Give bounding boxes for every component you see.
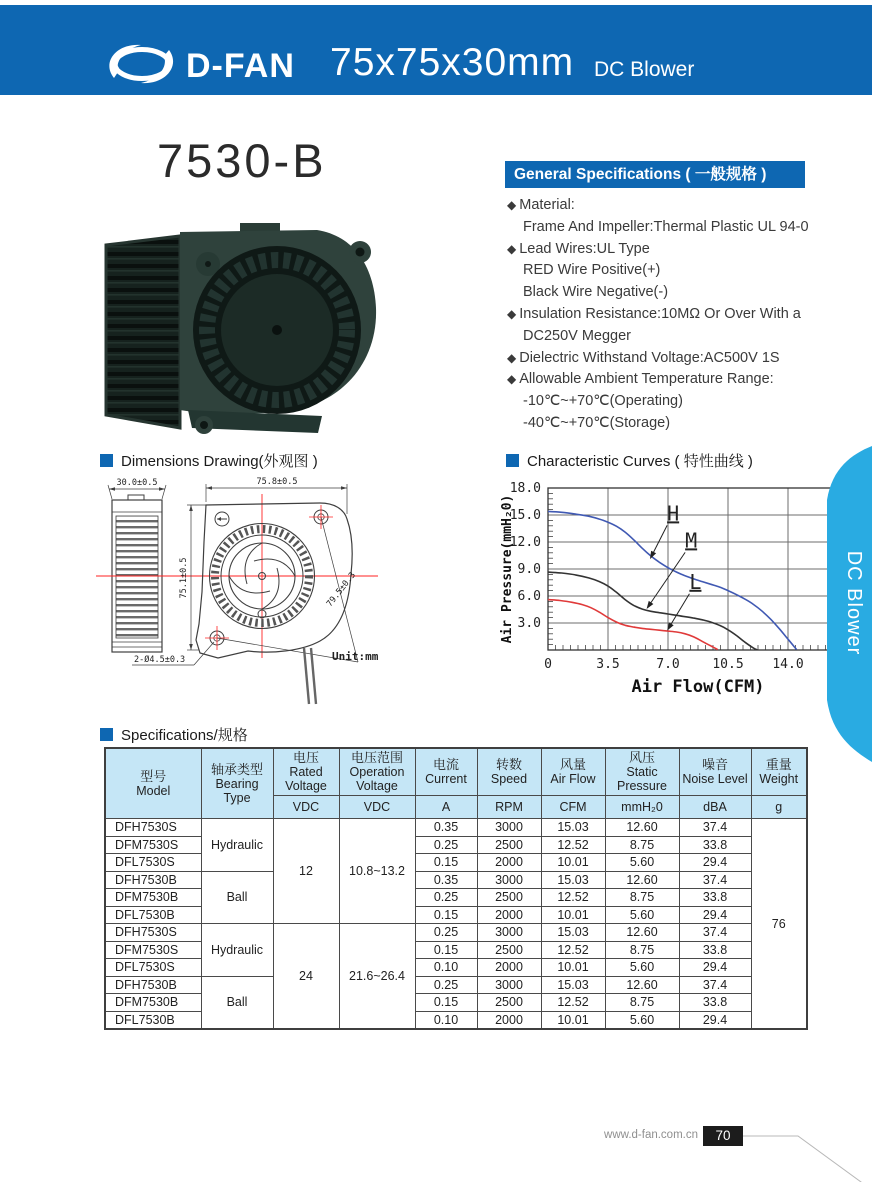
cell-model: DFM7530S xyxy=(105,941,201,959)
cell-bearing: Hydraulic xyxy=(201,924,273,977)
cell-air-flow: 15.03 xyxy=(541,924,605,942)
cell-noise: 29.4 xyxy=(679,906,751,924)
spec-item xyxy=(507,326,847,348)
cell-speed: 3000 xyxy=(477,819,541,837)
cell-noise: 29.4 xyxy=(679,1011,751,1029)
y-axis-title: Air Pressure(mmH₂0) xyxy=(500,494,515,644)
specifications-table xyxy=(104,747,808,1030)
dim-depth-label: 30.0±0.5 xyxy=(116,478,158,488)
cell-speed: 2500 xyxy=(477,889,541,907)
x-tick-label: 0 xyxy=(544,657,552,672)
curve-label-M: M xyxy=(685,528,698,553)
cell-static-pressure: 8.75 xyxy=(605,836,679,854)
page-title: 7530-B xyxy=(157,134,327,187)
cell-static-pressure: 5.60 xyxy=(605,959,679,977)
blue-square-icon xyxy=(100,728,113,741)
cell-static-pressure: 12.60 xyxy=(605,871,679,889)
curve-label-H: H xyxy=(667,501,680,526)
cell-rated-voltage: 12 xyxy=(273,819,339,924)
dimensions-section-title: Dimensions Drawing(外观图 ) xyxy=(100,450,318,471)
spec-item-text: RED Wire Positive(+) xyxy=(523,262,661,279)
unit-speed: RPM xyxy=(477,796,541,819)
spec-item-text: Insulation Resistance:10MΩ Or Over With a xyxy=(519,305,801,322)
cell-current: 0.10 xyxy=(415,959,477,977)
y-tick-label: 15.0 xyxy=(509,508,541,523)
spec-item-text: Dielectric Withstand Voltage:AC500V 1S xyxy=(519,349,780,366)
spec-item xyxy=(507,413,847,435)
unit-weight: g xyxy=(751,796,807,819)
cell-static-pressure: 5.60 xyxy=(605,1011,679,1029)
page-number: 70 xyxy=(703,1126,743,1146)
cell-model: DFM7530S xyxy=(105,836,201,854)
cell-static-pressure: 12.60 xyxy=(605,819,679,837)
spec-item xyxy=(507,282,847,304)
specifications-section-title: Specifications/规格 xyxy=(100,724,248,745)
cell-air-flow: 12.52 xyxy=(541,994,605,1012)
dimensions-drawing xyxy=(96,472,492,707)
x-tick-label: 7.0 xyxy=(656,657,680,672)
curves-section-title: Characteristic Curves ( 特性曲线 ) xyxy=(506,450,753,471)
x-tick-label: 3.5 xyxy=(596,657,620,672)
col-header-noise: 噪音 Noise Level xyxy=(679,748,751,796)
y-tick-label: 3.0 xyxy=(517,616,541,631)
brand-name: D-FAN xyxy=(186,47,295,85)
cell-speed: 2000 xyxy=(477,906,541,924)
blue-square-icon xyxy=(506,454,519,467)
cell-bearing: Ball xyxy=(201,976,273,1029)
cell-static-pressure: 8.75 xyxy=(605,941,679,959)
cell-model: DFL7530S xyxy=(105,854,201,872)
table-row xyxy=(105,871,807,889)
cell-noise: 37.4 xyxy=(679,976,751,994)
x-tick-label: 10.5 xyxy=(712,657,744,672)
spec-item xyxy=(507,195,847,217)
cell-speed: 2500 xyxy=(477,836,541,854)
cell-noise: 37.4 xyxy=(679,819,751,837)
curve-H xyxy=(548,511,797,649)
cell-speed: 2000 xyxy=(477,1011,541,1029)
cell-noise: 33.8 xyxy=(679,941,751,959)
product-size: 75x75x30mm xyxy=(330,41,575,84)
cell-current: 0.25 xyxy=(415,976,477,994)
cell-model: DFL7530S xyxy=(105,959,201,977)
cell-current: 0.10 xyxy=(415,1011,477,1029)
dim-diagonal-label: 79.5±0.3 xyxy=(324,570,358,609)
cell-model: DFL7530B xyxy=(105,1011,201,1029)
spec-item-text: Lead Wires:UL Type xyxy=(519,240,650,257)
table-row xyxy=(105,976,807,994)
unit-current: A xyxy=(415,796,477,819)
characteristic-curves-chart xyxy=(498,474,872,698)
cell-current: 0.15 xyxy=(415,994,477,1012)
diamond-bullet-icon: ◆ xyxy=(507,350,517,365)
spec-item-text: Black Wire Negative(-) xyxy=(523,284,669,301)
spec-item-text: -40℃~+70℃(Storage) xyxy=(523,414,671,431)
cell-current: 0.15 xyxy=(415,906,477,924)
cell-current: 0.15 xyxy=(415,941,477,959)
cell-static-pressure: 8.75 xyxy=(605,889,679,907)
diamond-bullet-icon: ◆ xyxy=(507,241,517,256)
cell-current: 0.35 xyxy=(415,819,477,837)
blue-square-icon xyxy=(100,454,113,467)
spec-item-text: Frame And Impeller:Thermal Plastic UL 94-0 xyxy=(523,218,809,235)
cell-noise: 29.4 xyxy=(679,959,751,977)
spec-item-text: Allowable Ambient Temperature Range: xyxy=(519,371,774,388)
diamond-bullet-icon: ◆ xyxy=(507,198,517,212)
cell-weight: 76 xyxy=(751,819,807,1030)
cell-air-flow: 15.03 xyxy=(541,976,605,994)
cell-model: DFM7530B xyxy=(105,994,201,1012)
unit-noise: dBA xyxy=(679,796,751,819)
cell-noise: 29.4 xyxy=(679,854,751,872)
cell-air-flow: 12.52 xyxy=(541,941,605,959)
col-header-current: 电流 Current xyxy=(415,748,477,796)
cell-noise: 33.8 xyxy=(679,994,751,1012)
cell-model: DFH7530S xyxy=(105,819,201,837)
cell-air-flow: 10.01 xyxy=(541,906,605,924)
col-header-bearing: 轴承类型 Bearing Type xyxy=(201,748,273,819)
d-fan-logo-icon xyxy=(104,41,178,87)
dim-width-label: 75.8±0.5 xyxy=(256,477,298,487)
cell-air-flow: 10.01 xyxy=(541,959,605,977)
spec-item-text: -10℃~+70℃(Operating) xyxy=(523,393,683,410)
spec-item xyxy=(507,304,847,326)
unit-static-pressure: mmH₂0 xyxy=(605,796,679,819)
website-url: www.d-fan.com.cn xyxy=(604,1129,698,1141)
unit-operation-voltage: VDC xyxy=(339,796,415,819)
cell-current: 0.25 xyxy=(415,924,477,942)
spec-item xyxy=(507,260,847,282)
cell-noise: 33.8 xyxy=(679,889,751,907)
cell-static-pressure: 12.60 xyxy=(605,924,679,942)
cell-noise: 37.4 xyxy=(679,871,751,889)
cell-model: DFH7530B xyxy=(105,976,201,994)
spec-item xyxy=(507,217,847,239)
general-specs-list xyxy=(507,195,847,435)
cell-air-flow: 10.01 xyxy=(541,854,605,872)
unit-air-flow: CFM xyxy=(541,796,605,819)
general-specs-header: General Specifications ( 一般规格 ) xyxy=(505,161,805,188)
y-tick-label: 9.0 xyxy=(517,562,541,577)
spec-item-text: DC250V Megger xyxy=(523,327,631,344)
y-tick-label: 12.0 xyxy=(509,535,541,550)
header-bar xyxy=(0,5,872,95)
spec-item xyxy=(507,391,847,413)
cell-noise: 37.4 xyxy=(679,924,751,942)
cell-current: 0.15 xyxy=(415,854,477,872)
spec-item-text: Material: xyxy=(519,197,575,213)
dim-holes-label: 2-Ø4.5±0.3 xyxy=(134,655,186,665)
unit-rated-voltage: VDC xyxy=(273,796,339,819)
cell-air-flow: 15.03 xyxy=(541,819,605,837)
cell-speed: 3000 xyxy=(477,976,541,994)
dim-height-label: 75.1±0.5 xyxy=(179,557,189,599)
label-arrow-line xyxy=(653,525,667,552)
diamond-bullet-icon: ◆ xyxy=(507,372,517,387)
spec-item xyxy=(507,348,847,370)
x-tick-label: 14.0 xyxy=(772,657,804,672)
x-axis-title: Air Flow(CFM) xyxy=(631,677,765,697)
cell-bearing: Hydraulic xyxy=(201,819,273,872)
cell-static-pressure: 8.75 xyxy=(605,994,679,1012)
cell-noise: 33.8 xyxy=(679,836,751,854)
cell-model: DFH7530S xyxy=(105,924,201,942)
side-tab-label: DC Blower xyxy=(843,550,865,656)
col-header-rated-voltage: 电压 Rated Voltage xyxy=(273,748,339,796)
cell-speed: 2000 xyxy=(477,854,541,872)
spec-item xyxy=(507,239,847,261)
curve-label-L: L xyxy=(689,569,702,594)
cell-operation-voltage: 21.6~26.4 xyxy=(339,924,415,1030)
diamond-bullet-icon: ◆ xyxy=(507,306,517,321)
cell-speed: 3000 xyxy=(477,924,541,942)
table-row xyxy=(105,924,807,942)
y-tick-label: 6.0 xyxy=(517,589,541,604)
dc-blower-side-tab xyxy=(818,440,872,770)
col-header-air-flow: 风量 Air Flow xyxy=(541,748,605,796)
cell-air-flow: 15.03 xyxy=(541,871,605,889)
curve-M xyxy=(548,569,757,650)
unit-label: Unit:mm xyxy=(332,650,379,663)
col-header-model: 型号 Model xyxy=(105,748,201,819)
cell-operation-voltage: 10.8~13.2 xyxy=(339,819,415,924)
cell-speed: 2500 xyxy=(477,994,541,1012)
col-header-static-pressure: 风压 Static Pressure xyxy=(605,748,679,796)
cell-current: 0.25 xyxy=(415,889,477,907)
y-tick-label: 18.0 xyxy=(509,481,541,496)
curve-L xyxy=(548,600,718,650)
cell-air-flow: 12.52 xyxy=(541,889,605,907)
cell-bearing: Ball xyxy=(201,871,273,924)
cell-model: DFL7530B xyxy=(105,906,201,924)
cell-model: DFM7530B xyxy=(105,889,201,907)
cell-current: 0.25 xyxy=(415,836,477,854)
cell-air-flow: 12.52 xyxy=(541,836,605,854)
cell-speed: 3000 xyxy=(477,871,541,889)
product-photo xyxy=(92,190,394,438)
cell-model: DFH7530B xyxy=(105,871,201,889)
label-arrow-line xyxy=(671,594,690,625)
cell-current: 0.35 xyxy=(415,871,477,889)
product-type: DC Blower xyxy=(594,58,695,81)
col-header-speed: 转数 Speed xyxy=(477,748,541,796)
cell-speed: 2500 xyxy=(477,941,541,959)
cell-air-flow: 10.01 xyxy=(541,1011,605,1029)
col-header-operation-voltage: 电压范围 Operation Voltage xyxy=(339,748,415,796)
cell-speed: 2000 xyxy=(477,959,541,977)
cell-rated-voltage: 24 xyxy=(273,924,339,1030)
cell-static-pressure: 5.60 xyxy=(605,906,679,924)
spec-item xyxy=(507,369,847,391)
cell-static-pressure: 12.60 xyxy=(605,976,679,994)
cell-static-pressure: 5.60 xyxy=(605,854,679,872)
label-arrow-head xyxy=(647,601,654,609)
col-header-weight: 重量 Weight xyxy=(751,748,807,796)
corner-rule-line xyxy=(741,1128,872,1182)
table-row xyxy=(105,819,807,837)
